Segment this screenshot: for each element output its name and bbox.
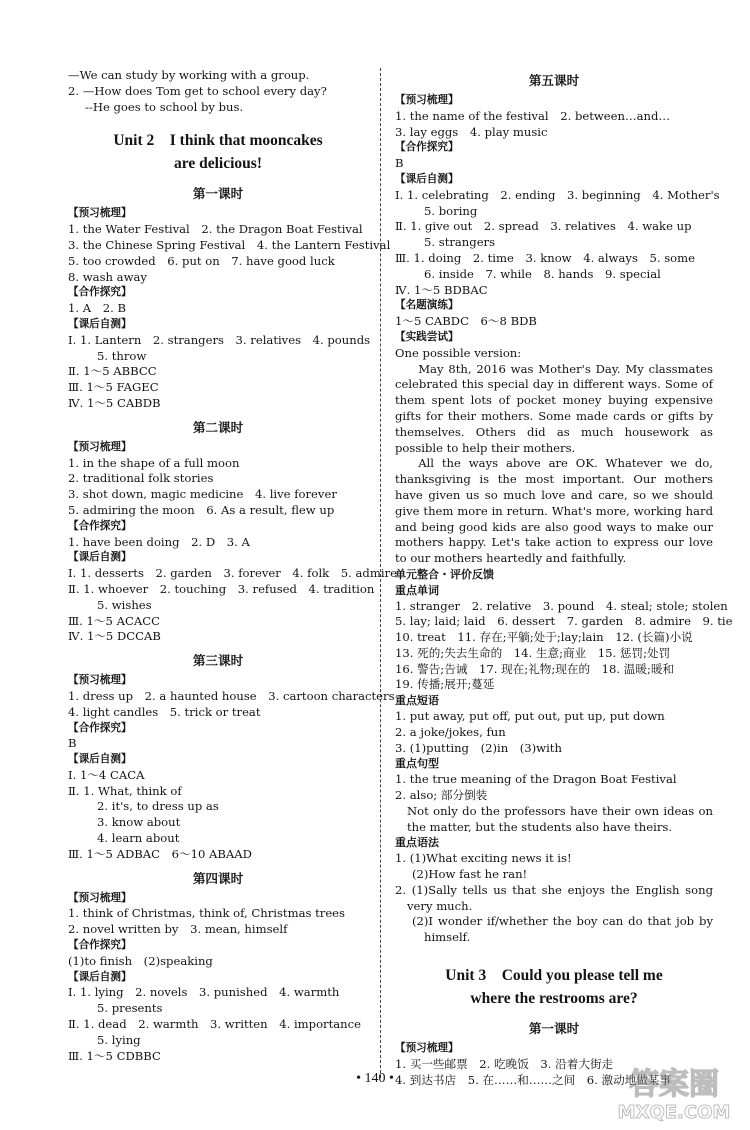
answer-line: 16. 警告;告诫 17. 现在;礼物;现在的 18. 温暖;暖和	[395, 661, 675, 676]
intro-line: --He goes to school by bus.	[85, 99, 244, 114]
answer-line: 5. lay; laid; laid 6. dessert 7. garden 8. admire 9. tie	[395, 614, 733, 629]
answer-line: 5. too crowded 6. put on 7. have good luck	[68, 253, 335, 268]
answer-line: 2. traditional folk stories	[68, 471, 214, 486]
answer-line: Ⅰ. 1. Lantern 2. strangers 3. relatives 4. pounds	[68, 332, 371, 347]
answer-line: 1. (1)What exciting news it is!	[395, 851, 572, 866]
essay-paragraph: All the ways above are OK. Whatever we do, thanksgiving is the most important. Our mothers have given us so much love and care, so we should give them more in return. What's more, working hard and being good kids are also good ways to make our mothers happy. Let's take action to express our love to our mothers heartedly and faithfully.	[395, 456, 713, 566]
answer-line: Ⅰ. 1. lying 2. novels 3. punished 4. warmth	[68, 985, 340, 1000]
test-tag: 【课后自测】	[68, 753, 132, 766]
answer-line: 2. novel written by 3. mean, himself	[68, 922, 288, 937]
answer-line: 1～5 CABDC 6～8 BDB	[395, 314, 537, 329]
answer-line: Ⅳ. 1～5 BDBAC	[395, 282, 488, 297]
watermark-url: MXQE.COM	[617, 1102, 731, 1123]
answer-line: 3. the Chinese Spring Festival 4. the Lantern Festival	[68, 237, 391, 252]
answer-line: 1. dress up 2. a haunted house 3. cartoon characters	[68, 688, 395, 703]
answer-line: 1. put away, put off, put out, put up, put down	[395, 709, 665, 724]
intro-line: 2. —How does Tom get to school every day?	[68, 83, 327, 98]
answer-line: Ⅳ. 1～5 CABDB	[68, 395, 161, 410]
left-column	[68, 68, 397, 1064]
answer-line: 1. think of Christmas, think of, Christmas trees	[68, 906, 345, 921]
answer-line: 6. inside 7. while 8. hands 9. special	[424, 266, 661, 281]
answer-line: 4. 到达书店 5. 在……和……之间 6. 激动地做某事	[395, 1072, 672, 1087]
right-column	[395, 68, 733, 1088]
test-tag: 【课后自测】	[68, 317, 132, 330]
coop-tag: 【合作探究】	[395, 141, 459, 154]
test-tag: 【课后自测】	[68, 970, 132, 983]
answer-line: 3. know about	[97, 815, 181, 830]
coop-tag: 【合作探究】	[68, 286, 132, 299]
test-tag: 【课后自测】	[395, 172, 459, 185]
lesson2-heading: 第二课时	[192, 419, 244, 435]
answer-line: Ⅱ. 1. give out 2. spread 3. relatives 4. wake up	[395, 219, 692, 234]
page-number: • 140 •	[356, 1071, 394, 1086]
unit3-lesson1-heading: 第一课时	[528, 1021, 580, 1037]
answer-line: Ⅱ. 1～5 ABBCC	[68, 364, 157, 379]
answer-line: 1. the name of the festival 2. between…and…	[395, 108, 670, 123]
coop-tag: 【合作探究】	[68, 519, 132, 532]
key-phrases-heading: 重点短语	[395, 694, 439, 708]
key-words-heading: 重点单词	[395, 583, 439, 597]
answer-line: Ⅰ. 1. desserts 2. garden 3. forever 4. folk 5. admire	[68, 566, 397, 581]
answer-line: 2. a joke/jokes, fun	[395, 724, 506, 739]
answer-line: 3. lay eggs 4. play music	[395, 124, 548, 139]
answer-line: B	[68, 736, 77, 751]
practice-tag: 【实践尝试】	[395, 330, 459, 343]
answer-line: 1. have been doing 2. D 3. A	[68, 534, 250, 549]
answer-line: Ⅲ. 1～5 ACACC	[68, 613, 160, 628]
preview-tag: 【预习梳理】	[68, 674, 132, 687]
answer-line: 5. admiring the moon 6. As a result, flew up	[68, 502, 335, 517]
watermark-text: 答案圈	[629, 1067, 719, 1102]
answer-line: 19. 传播;展开;蔓延	[395, 677, 495, 692]
answer-line: (2)How fast he ran!	[412, 867, 528, 882]
lesson5-heading: 第五课时	[528, 73, 580, 88]
answer-line: 4. light candles 5. trick or treat	[68, 704, 261, 719]
answer-line: Ⅲ. 1～5 FAGEC	[68, 380, 159, 395]
answer-line: Ⅰ. 1～4 CACA	[68, 767, 145, 782]
answer-line: 5. presents	[97, 1001, 163, 1016]
key-sentences-heading: 重点句型	[395, 757, 439, 771]
answer-line: 5. boring	[424, 203, 478, 218]
answer-line: Ⅰ. 1. celebrating 2. ending 3. beginning 4. Mother's	[395, 187, 720, 202]
preview-tag: 【预习梳理】	[68, 440, 132, 453]
answer-line: Ⅱ. 1. whoever 2. touching 3. refused 4. tradition	[68, 581, 375, 596]
answer-line: 1. stranger 2. relative 3. pound 4. steal; stole; stolen	[395, 598, 728, 613]
answer-line: 1. the Water Festival 2. the Dragon Boat Festival	[68, 222, 363, 237]
answer-line: (1)to finish (2)speaking	[68, 953, 213, 968]
intro-line: —We can study by working with a group.	[68, 68, 310, 82]
preview-tag: 【预习梳理】	[395, 94, 459, 106]
answer-line: Ⅳ. 1～5 DCCAB	[68, 629, 161, 644]
answer-line: 2. (1)Sally tells us that she enjoys the English song very much.	[395, 882, 713, 913]
coop-tag: 【合作探究】	[68, 721, 132, 734]
lesson1-heading: 第一课时	[192, 186, 244, 202]
key-grammar-heading: 重点语法	[395, 836, 439, 850]
lesson3-heading: 第三课时	[192, 653, 244, 669]
preview-tag: 【预习梳理】	[395, 1042, 459, 1055]
answer-line: 8. wash away	[68, 269, 147, 284]
answer-line: 4. learn about	[97, 831, 180, 846]
practice-intro: One possible version:	[395, 345, 522, 360]
answer-line: 5. lying	[97, 1032, 141, 1047]
preview-tag: 【预习梳理】	[68, 207, 132, 220]
answer-line: B	[395, 156, 404, 171]
answer-line: 1. 买一些邮票 2. 吃晚饭 3. 沿着大街走	[395, 1056, 614, 1071]
answer-line: (2)I wonder if/whether the boy can do that job by himself.	[412, 914, 713, 945]
unit2-title: Unit 2 I think that mooncakes are delicious!	[113, 132, 323, 173]
answer-line: 5. strangers	[424, 235, 496, 250]
answer-line: 13. 死的;失去生命的 14. 生意;商业 15. 惩罚;处罚	[395, 645, 671, 660]
exam-tag: 【名题演练】	[395, 299, 459, 312]
answer-line: 1. A 2. B	[68, 301, 126, 316]
answer-line: 2. it's, to dress up as	[97, 799, 219, 814]
unit3-title: Unit 3 Could you please tell me where the restrooms are?	[445, 967, 663, 1008]
watermark-logo	[608, 1058, 740, 1124]
answer-line: Ⅲ. 1. doing 2. time 3. know 4. always 5. some	[395, 250, 696, 265]
answer-line: 3. shot down, magic medicine 4. live forever	[68, 487, 337, 502]
lesson4-heading: 第四课时	[192, 870, 244, 886]
answer-line: 5. wishes	[97, 597, 152, 612]
answer-line: 1. in the shape of a full moon	[68, 455, 240, 470]
answer-line: Ⅱ. 1. What, think of	[68, 783, 182, 798]
test-tag: 【课后自测】	[68, 551, 132, 564]
answer-line: Ⅱ. 1. dead 2. warmth 3. written 4. importance	[68, 1017, 361, 1032]
answer-line: Ⅲ. 1～5 ADBAC 6～10 ABAAD	[68, 846, 252, 861]
answer-line: 3. (1)putting (2)in (3)with	[395, 740, 562, 755]
answer-line: 2. also; 部分倒装	[395, 788, 488, 803]
essay-paragraph: May 8th, 2016 was Mother's Day. My classmates celebrated this special day in different ways. Some of them spent lots of pocket money buying expensive gifts for their mothers. Some made cards or gifts by themselves. Others did as much housework as possible to help their mothers.	[395, 361, 713, 455]
answer-line: 10. treat 11. 存在;平躺;处于;lay;lain 12. (长篇)小说	[395, 630, 693, 645]
review-heading: 单元整合・评价反馈	[395, 567, 494, 581]
coop-tag: 【合作探究】	[68, 939, 132, 952]
answer-line: Ⅲ. 1～5 CDBBC	[68, 1048, 161, 1063]
answer-line: 5. throw	[97, 348, 147, 363]
answer-line: 1. the true meaning of the Dragon Boat Festival	[395, 772, 677, 787]
sentence-example: Not only do the professors have their own ideas on the matter, but the students also have theirs.	[407, 803, 713, 834]
preview-tag: 【预习梳理】	[68, 891, 132, 904]
